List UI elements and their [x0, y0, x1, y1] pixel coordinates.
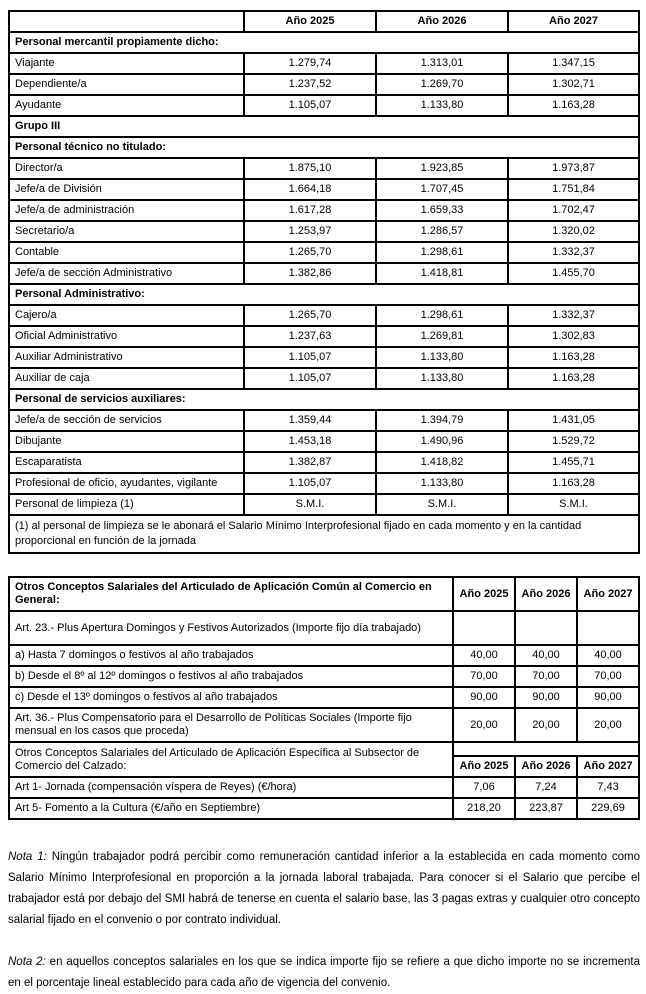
year-header-2025: Año 2025 [244, 11, 376, 32]
empty-cell [453, 742, 639, 756]
salary-value: 1.394,79 [376, 410, 508, 431]
salary-value: 1.664,18 [244, 179, 376, 200]
table-row [9, 611, 639, 645]
table-row [9, 305, 639, 326]
category-label: Ayudante [9, 95, 244, 116]
category-label: Contable [9, 242, 244, 263]
salary-value: 1.163,28 [508, 95, 639, 116]
category-label: Auxiliar de caja [9, 368, 244, 389]
concepts-header-row [9, 577, 639, 611]
salary-value: 1.617,28 [244, 200, 376, 221]
category-label: Cajero/a [9, 305, 244, 326]
table-row [9, 95, 639, 116]
table-row [9, 410, 639, 431]
note-1 [8, 847, 640, 931]
year-header-2027: Año 2027 [577, 756, 639, 777]
section-row [9, 137, 639, 158]
salary-value: 1.237,52 [244, 74, 376, 95]
concept-value: 40,00 [577, 645, 639, 666]
table-row [9, 53, 639, 74]
salary-table-header-row [9, 11, 639, 32]
salary-value: 1.105,07 [244, 347, 376, 368]
salary-value: 1.265,70 [244, 305, 376, 326]
section-label: Personal técnico no titulado: [9, 137, 639, 158]
salary-value: 1.269,70 [376, 74, 508, 95]
concept-value: 20,00 [453, 708, 515, 742]
section-row [9, 116, 639, 137]
year-header-2025: Año 2025 [453, 577, 515, 611]
category-label: Escaparatista [9, 452, 244, 473]
salary-value: 1.359,44 [244, 410, 376, 431]
salary-value: 1.455,71 [508, 452, 639, 473]
concept-value [515, 611, 577, 645]
concept-value: 229,69 [577, 798, 639, 819]
table-footnote: (1) al personal de limpieza se le abonará el Salario Mínimo Interprofesional fijado en cada momento y en la cantidad proporcional en función de la jornada [9, 515, 639, 553]
table-row [9, 74, 639, 95]
table-row [9, 263, 639, 284]
category-label: Secretario/a [9, 221, 244, 242]
section-label: Grupo III [9, 116, 639, 137]
concept-value: 90,00 [515, 687, 577, 708]
salary-value: 1.875,10 [244, 158, 376, 179]
concept-value: 218,20 [453, 798, 515, 819]
notes-section [8, 847, 640, 994]
concept-value: 20,00 [577, 708, 639, 742]
salary-value: 1.455,70 [508, 263, 639, 284]
table-row [9, 158, 639, 179]
salary-value: S.M.I. [508, 494, 639, 515]
salary-value: 1.133,80 [376, 347, 508, 368]
salary-value: 1.105,07 [244, 473, 376, 494]
salary-value: 1.659,33 [376, 200, 508, 221]
salary-value: 1.313,01 [376, 53, 508, 74]
salary-value: 1.302,71 [508, 74, 639, 95]
category-label: Personal de limpieza (1) [9, 494, 244, 515]
salary-value: 1.490,96 [376, 431, 508, 452]
category-label: Oficial Administrativo [9, 326, 244, 347]
salary-value: 1.332,37 [508, 242, 639, 263]
salary-value: 1.105,07 [244, 368, 376, 389]
year-header-2027: Año 2027 [508, 11, 639, 32]
salary-value: 1.133,80 [376, 368, 508, 389]
concept-value: 90,00 [577, 687, 639, 708]
section-row [9, 284, 639, 305]
note-1-text: Ningún trabajador podrá percibir como remuneración cantidad inferior a la establecida en cada momento como Salario Mínimo Interprofesional en proporción a la jornada laboral trabajada. Para conocer si el Salario que percibe el trabajador está por debajo del SMI habrá de tenerse en cuenta el salario base, las 3 pagas extras y cualquier otro concepto salarial fijado en el convenio o por contrato individual. [8, 851, 640, 926]
table-row [9, 368, 639, 389]
concept-label: a) Hasta 7 domingos o festivos al año trabajados [9, 645, 453, 666]
year-header-2026: Año 2026 [515, 577, 577, 611]
table-row [9, 221, 639, 242]
salary-value: 1.133,80 [376, 473, 508, 494]
table-row [9, 200, 639, 221]
salary-value: 1.751,84 [508, 179, 639, 200]
salary-value: 1.133,80 [376, 95, 508, 116]
concept-label: b) Desde el 8º al 12º domingos o festivos al año trabajados [9, 666, 453, 687]
salary-value: 1.269,81 [376, 326, 508, 347]
salary-value: 1.973,87 [508, 158, 639, 179]
salary-value: 1.707,45 [376, 179, 508, 200]
note-2-label: Nota 2: [8, 956, 46, 968]
concept-value: 40,00 [515, 645, 577, 666]
salary-value: 1.453,18 [244, 431, 376, 452]
concept-value: 7,43 [577, 777, 639, 798]
table-row [9, 452, 639, 473]
year-header-2027: Año 2027 [577, 577, 639, 611]
category-label: Auxiliar Administrativo [9, 347, 244, 368]
category-label: Profesional de oficio, ayudantes, vigilante [9, 473, 244, 494]
table-row [9, 777, 639, 798]
salary-value: 1.298,61 [376, 242, 508, 263]
salary-value: 1.163,28 [508, 368, 639, 389]
note-2-text: en aquellos conceptos salariales en los que se indica importe fijo se refiere a que dicho importe no se incrementa en el porcentaje lineal establecido para cada año de vigencia del convenio. [8, 956, 641, 989]
subsector-header-label: Otros Conceptos Salariales del Articulado de Aplicación Específica al Subsector de Comercio del Calzado: [9, 742, 453, 777]
table-row [9, 179, 639, 200]
salary-value: 1.702,47 [508, 200, 639, 221]
footnote-row [9, 515, 639, 553]
concept-label: Art. 36.- Plus Compensatorio para el Desarrollo de Políticas Sociales (Importe fijo mensual en los casos que proceda) [9, 708, 453, 742]
salary-value: 1.431,05 [508, 410, 639, 431]
section-label: Personal de servicios auxiliares: [9, 389, 639, 410]
salary-value: 1.163,28 [508, 347, 639, 368]
table-row [9, 666, 639, 687]
category-label: Dependiente/a [9, 74, 244, 95]
salary-value: 1.418,81 [376, 263, 508, 284]
category-label: Jefe/a de sección Administrativo [9, 263, 244, 284]
salary-value: 1.347,15 [508, 53, 639, 74]
category-label: Dibujante [9, 431, 244, 452]
salary-value: 1.332,37 [508, 305, 639, 326]
concept-label: Art 5- Fomento a la Cultura (€/año en Septiembre) [9, 798, 453, 819]
salary-value: 1.286,57 [376, 221, 508, 242]
concept-value [577, 611, 639, 645]
concept-value: 7,06 [453, 777, 515, 798]
table-row [9, 494, 639, 515]
category-label: Jefe/a de División [9, 179, 244, 200]
year-header-2026: Año 2026 [515, 756, 577, 777]
salary-value: 1.320,02 [508, 221, 639, 242]
concept-value: 70,00 [453, 666, 515, 687]
note-1-label: Nota 1: [8, 851, 47, 863]
category-label: Viajante [9, 53, 244, 74]
year-header-2025: Año 2025 [453, 756, 515, 777]
concept-value [453, 611, 515, 645]
table-row [9, 473, 639, 494]
salary-value: 1.265,70 [244, 242, 376, 263]
salary-value: 1.302,83 [508, 326, 639, 347]
salary-value: 1.253,97 [244, 221, 376, 242]
note-2 [8, 952, 640, 994]
concept-value: 70,00 [577, 666, 639, 687]
table-row [9, 687, 639, 708]
section-row [9, 32, 639, 53]
table-row [9, 798, 639, 819]
concept-label: Art. 23.- Plus Apertura Domingos y Festivos Autorizados (Importe fijo día trabajado) [9, 611, 453, 645]
table-row [9, 242, 639, 263]
salary-value: 1.237,63 [244, 326, 376, 347]
concept-value: 90,00 [453, 687, 515, 708]
salary-value: S.M.I. [376, 494, 508, 515]
category-label: Jefe/a de administración [9, 200, 244, 221]
salary-value: 1.298,61 [376, 305, 508, 326]
concept-label: Art 1- Jornada (compensación víspera de Reyes) (€/hora) [9, 777, 453, 798]
concept-value: 70,00 [515, 666, 577, 687]
salary-value: 1.923,85 [376, 158, 508, 179]
table-row [9, 645, 639, 666]
category-label: Jefe/a de sección de servicios [9, 410, 244, 431]
salary-table [8, 10, 640, 554]
table-row [9, 347, 639, 368]
table-row [9, 708, 639, 742]
salary-value: S.M.I. [244, 494, 376, 515]
salary-value: 1.382,87 [244, 452, 376, 473]
salary-value: 1.529,72 [508, 431, 639, 452]
category-label: Director/a [9, 158, 244, 179]
table-row [9, 431, 639, 452]
salary-value: 1.105,07 [244, 95, 376, 116]
concept-value: 7,24 [515, 777, 577, 798]
section-label: Personal mercantil propiamente dicho: [9, 32, 639, 53]
salary-value: 1.163,28 [508, 473, 639, 494]
year-header-2026: Año 2026 [376, 11, 508, 32]
empty-corner-cell [9, 11, 244, 32]
salary-value: 1.279,74 [244, 53, 376, 74]
section-label: Personal Administrativo: [9, 284, 639, 305]
subsector-header-row [9, 742, 639, 756]
section-row [9, 389, 639, 410]
salary-value: 1.382,86 [244, 263, 376, 284]
concepts-table [8, 576, 640, 820]
concept-value: 40,00 [453, 645, 515, 666]
salary-value: 1.418,82 [376, 452, 508, 473]
concept-value: 223,87 [515, 798, 577, 819]
concepts-header-label: Otros Conceptos Salariales del Articulado de Aplicación Común al Comercio en General: [9, 577, 453, 611]
table-row [9, 326, 639, 347]
concept-label: c) Desde el 13º domingos o festivos al año trabajados [9, 687, 453, 708]
concept-value: 20,00 [515, 708, 577, 742]
